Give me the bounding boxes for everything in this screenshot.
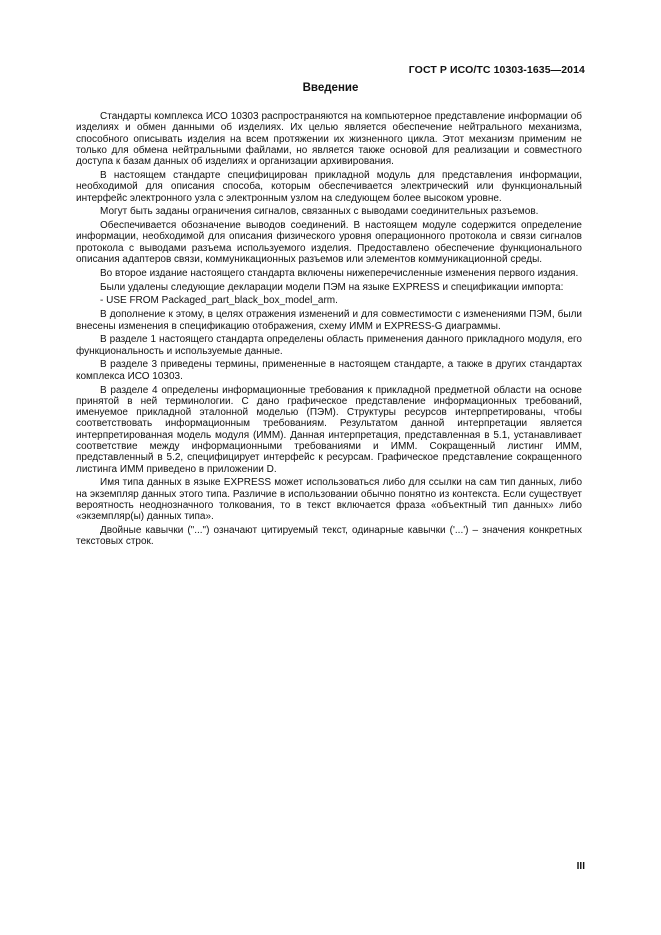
- paragraph: Имя типа данных в языке EXPRESS может использоваться либо для ссылки на сам тип данных, либо на экземпляр данных этого типа. Различие в использовании обычно понятно из контекста. Если существует вероятность неоднозначного толкования, то в текст включается фраза «объектный тип данных» либо «экземпляр(ы) данных типа».: [76, 477, 582, 523]
- paragraph: Во второе издание настоящего стандарта включены нижеперечисленные изменения первого издания.: [100, 267, 579, 279]
- paragraph: Были удалены следующие декларации модели ПЭМ на языке EXPRESS и спецификации импорта:: [100, 281, 564, 293]
- paragraph: В разделе 1 настоящего стандарта определены область применения данного прикладного модуля, его функциональность и используемые данные.: [76, 334, 582, 357]
- section-title: Введение: [302, 82, 359, 94]
- paragraph: Обеспечивается обозначение выводов соединений. В настоящем модуле содержится определение информации, необходимой для описания физического уровня операционного протокола и связи сигналов протокола с выводами разъема используемого изделия. Предоставлено обеспечение функционального описания адаптеров связи, коммуникационных разъемов или элементов коммуникационной среды.: [76, 220, 582, 266]
- paragraph: В дополнение к этому, в целях отражения изменений и для совместимости с изменениями ПЭМ, были внесены изменения в спецификацию отображения, схему ИММ и EXPRESS-G диаграммы.: [76, 309, 582, 332]
- standard-designation: ГОСТ Р ИСО/ТС 10303-1635—2014: [408, 64, 585, 76]
- paragraph: В настоящем стандарте специфицирован прикладной модуль для представления информации, необходимой для описания способа, которым обеспечивается электрический или функциональный интерфейс электронного узла с электронным узлом на следующем более высоком уровне.: [76, 169, 582, 204]
- paragraph: Стандарты комплекса ИСО 10303 распространяются на компьютерное представление информации об изделиях и обмен данными об изделиях. Их целью является обеспечение нейтрального механизма, способного описывать изделия на всем протяжении их жизненного цикла. Этот механизм применим не только для обмена нейтральными файлами, но является также основой для реализации и совместного доступа к базам данных об изделиях и организации архивирования.: [76, 111, 582, 168]
- paragraph: В разделе 4 определены информационные требования к прикладной предметной области на основе принятой в ней терминологии. С дано графическое представление информационных требований, именуемое прикладной эталонной моделью (ПЭМ). Структуры ресурсов интерпретированы, чтобы соответствовать информационным требованиям. Результатом данной интерпретации является интерпретированная модель модуля (ИММ). Данная интерпретация, представленная в 5.1, устанавливает соответствие между информационными требованиями и ИММ. Сокращенный листинг ИММ, представленный в 5.2, специфицирует интерфейс к ресурсам. Графическое представление сокращенного листинга ИММ приведено в приложении D.: [76, 384, 582, 475]
- paragraph: Могут быть заданы ограничения сигналов, связанных с выводами соединительных разъемов.: [100, 206, 539, 218]
- paragraph: В разделе 3 приведены термины, примененные в настоящем стандарте, а также в других стандартах комплекса ИСО 10303.: [76, 359, 582, 382]
- body-text: [76, 111, 582, 550]
- paragraph: Двойные кавычки ("...") означают цитируемый текст, одинарные кавычки ('...') – значения конкретных текстовых строк.: [76, 525, 582, 548]
- paragraph: - USE FROM Packaged_part_black_box_model_arm.: [100, 295, 338, 307]
- page-number: III: [576, 861, 585, 872]
